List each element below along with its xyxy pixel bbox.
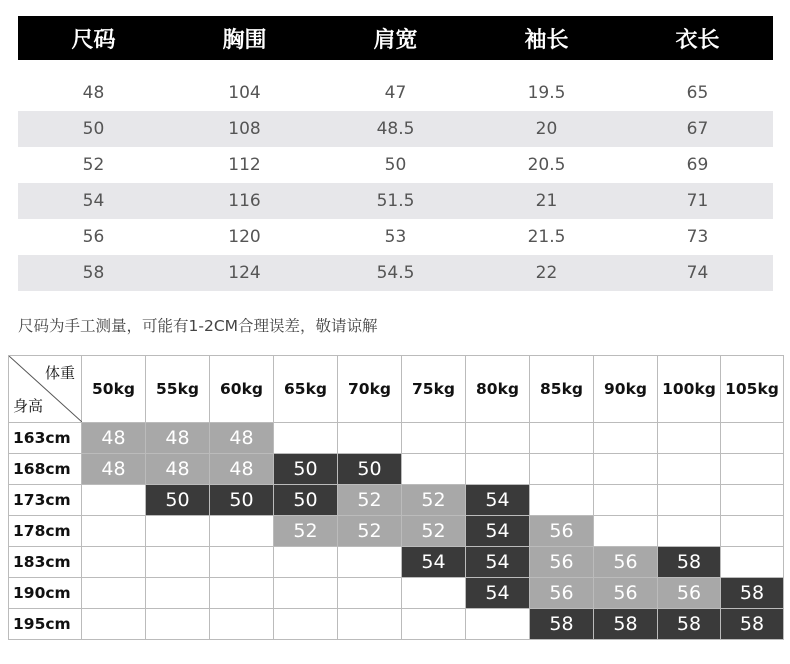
size-cell: 67 [686, 119, 709, 139]
weight-header: 55kg [146, 356, 210, 423]
height-label: 168cm [9, 454, 82, 485]
recommended-size-cell: 48 [146, 454, 210, 485]
header-length: 衣长 [675, 27, 720, 53]
empty-cell [658, 454, 721, 485]
empty-cell [721, 516, 784, 547]
empty-cell [402, 454, 466, 485]
size-table-header [18, 16, 773, 60]
recommended-size-cell: 52 [402, 485, 466, 516]
size-cell: 20.5 [527, 155, 566, 175]
size-row [18, 75, 773, 111]
size-cell: 48 [82, 83, 105, 103]
size-cell: 65 [686, 83, 709, 103]
recommended-size-cell: 48 [210, 423, 274, 454]
height-axis-label: 身高 [13, 397, 44, 415]
size-cell: 52 [82, 155, 105, 175]
recommended-size-cell: 52 [402, 516, 466, 547]
size-cell: 54 [82, 191, 105, 211]
size-row [18, 255, 773, 291]
height-label: 195cm [9, 609, 82, 640]
weight-header: 100kg [658, 356, 721, 423]
recommended-size-cell: 58 [721, 578, 784, 609]
size-cell: 54.5 [376, 263, 415, 283]
height-label: 190cm [9, 578, 82, 609]
weight-header: 85kg [530, 356, 594, 423]
recommended-size-cell: 50 [338, 454, 402, 485]
recommended-size-cell: 58 [530, 609, 594, 640]
empty-cell [530, 485, 594, 516]
empty-cell [594, 516, 658, 547]
size-cell: 50 [82, 119, 105, 139]
size-cell: 104 [228, 83, 261, 103]
weight-header: 65kg [274, 356, 338, 423]
empty-cell [721, 423, 784, 454]
empty-cell [402, 423, 466, 454]
header-size: 尺码 [71, 27, 116, 53]
empty-cell [530, 423, 594, 454]
recommended-size-cell: 50 [274, 485, 338, 516]
empty-cell [402, 578, 466, 609]
size-cell: 71 [686, 191, 709, 211]
empty-cell [658, 423, 721, 454]
empty-cell [210, 516, 274, 547]
height-label: 173cm [9, 485, 82, 516]
empty-cell [658, 485, 721, 516]
size-recommendation-table [8, 355, 784, 640]
recommended-size-cell: 56 [594, 578, 658, 609]
height-row [9, 578, 784, 609]
height-row [9, 485, 784, 516]
empty-cell [338, 423, 402, 454]
size-table-body [18, 75, 773, 291]
empty-cell [82, 578, 146, 609]
empty-cell [82, 485, 146, 516]
size-cell: 120 [228, 227, 261, 247]
size-cell: 20 [535, 119, 558, 139]
empty-cell [146, 609, 210, 640]
size-cell: 73 [686, 227, 709, 247]
empty-cell [82, 516, 146, 547]
recommended-size-cell: 58 [658, 547, 721, 578]
empty-cell [466, 609, 530, 640]
empty-cell [402, 609, 466, 640]
recommended-size-cell: 56 [530, 578, 594, 609]
empty-cell [721, 454, 784, 485]
size-row [18, 111, 773, 147]
empty-cell [146, 516, 210, 547]
weight-header: 75kg [402, 356, 466, 423]
recommended-size-cell: 54 [466, 485, 530, 516]
recommended-size-cell: 54 [466, 516, 530, 547]
empty-cell [274, 547, 338, 578]
corner-cell [9, 356, 82, 423]
recommended-size-cell: 58 [658, 609, 721, 640]
recommended-size-cell: 56 [530, 516, 594, 547]
weight-axis-label: 体重 [44, 364, 75, 382]
recommended-size-cell: 58 [721, 609, 784, 640]
recommended-size-cell: 48 [82, 454, 146, 485]
measurement-note: 尺码为手工测量，可能有1-2CM合理误差，敬请谅解 [18, 317, 378, 335]
empty-cell [721, 485, 784, 516]
size-cell: 53 [384, 227, 407, 247]
size-cell: 19.5 [527, 83, 566, 103]
recommended-size-cell: 56 [658, 578, 721, 609]
empty-cell [466, 454, 530, 485]
size-cell: 47 [384, 83, 407, 103]
weight-header: 80kg [466, 356, 530, 423]
weight-header: 90kg [594, 356, 658, 423]
empty-cell [210, 547, 274, 578]
empty-cell [82, 609, 146, 640]
empty-cell [274, 609, 338, 640]
weight-header-row [9, 356, 784, 423]
empty-cell [338, 609, 402, 640]
empty-cell [338, 578, 402, 609]
recommended-size-cell: 52 [274, 516, 338, 547]
height-label: 183cm [9, 547, 82, 578]
size-row [18, 147, 773, 183]
empty-cell [146, 578, 210, 609]
recommended-size-cell: 54 [402, 547, 466, 578]
size-cell: 22 [535, 263, 558, 283]
recommended-size-cell: 48 [82, 423, 146, 454]
header-sleeve: 袖长 [524, 27, 569, 53]
height-label: 178cm [9, 516, 82, 547]
height-row [9, 547, 784, 578]
empty-cell [466, 423, 530, 454]
size-cell: 112 [228, 155, 261, 175]
empty-cell [274, 423, 338, 454]
size-cell: 69 [686, 155, 709, 175]
size-cell: 124 [228, 263, 261, 283]
size-cell: 108 [228, 119, 261, 139]
recommended-size-cell: 52 [338, 516, 402, 547]
weight-header: 60kg [210, 356, 274, 423]
empty-cell [146, 547, 210, 578]
recommended-size-cell: 50 [274, 454, 338, 485]
empty-cell [721, 547, 784, 578]
empty-cell [594, 485, 658, 516]
recommended-size-cell: 48 [146, 423, 210, 454]
header-chest: 胸围 [222, 27, 267, 53]
size-row [18, 183, 773, 219]
size-row [18, 219, 773, 255]
empty-cell [274, 578, 338, 609]
size-cell: 21.5 [527, 227, 566, 247]
header-shoulder: 肩宽 [373, 27, 418, 53]
recommended-size-cell: 54 [466, 547, 530, 578]
height-row [9, 423, 784, 454]
size-cell: 56 [82, 227, 105, 247]
recommended-size-cell: 50 [146, 485, 210, 516]
weight-header: 70kg [338, 356, 402, 423]
empty-cell [594, 454, 658, 485]
recommended-size-cell: 58 [594, 609, 658, 640]
height-row [9, 454, 784, 485]
height-label: 163cm [9, 423, 82, 454]
empty-cell [530, 454, 594, 485]
recommended-size-cell: 48 [210, 454, 274, 485]
size-cell: 116 [228, 191, 261, 211]
recommended-size-cell: 56 [594, 547, 658, 578]
empty-cell [338, 547, 402, 578]
empty-cell [82, 547, 146, 578]
weight-header: 105kg [721, 356, 784, 423]
size-cell: 48.5 [376, 119, 415, 139]
weight-header: 50kg [82, 356, 146, 423]
recommended-size-cell: 54 [466, 578, 530, 609]
size-cell: 58 [82, 263, 105, 283]
size-cell: 74 [686, 263, 709, 283]
size-cell: 50 [384, 155, 407, 175]
height-row [9, 609, 784, 640]
height-row [9, 516, 784, 547]
size-cell: 51.5 [376, 191, 415, 211]
size-cell: 21 [535, 191, 558, 211]
empty-cell [210, 578, 274, 609]
empty-cell [658, 516, 721, 547]
recommended-size-cell: 56 [530, 547, 594, 578]
empty-cell [594, 423, 658, 454]
empty-cell [210, 609, 274, 640]
recommended-size-cell: 50 [210, 485, 274, 516]
recommended-size-cell: 52 [338, 485, 402, 516]
